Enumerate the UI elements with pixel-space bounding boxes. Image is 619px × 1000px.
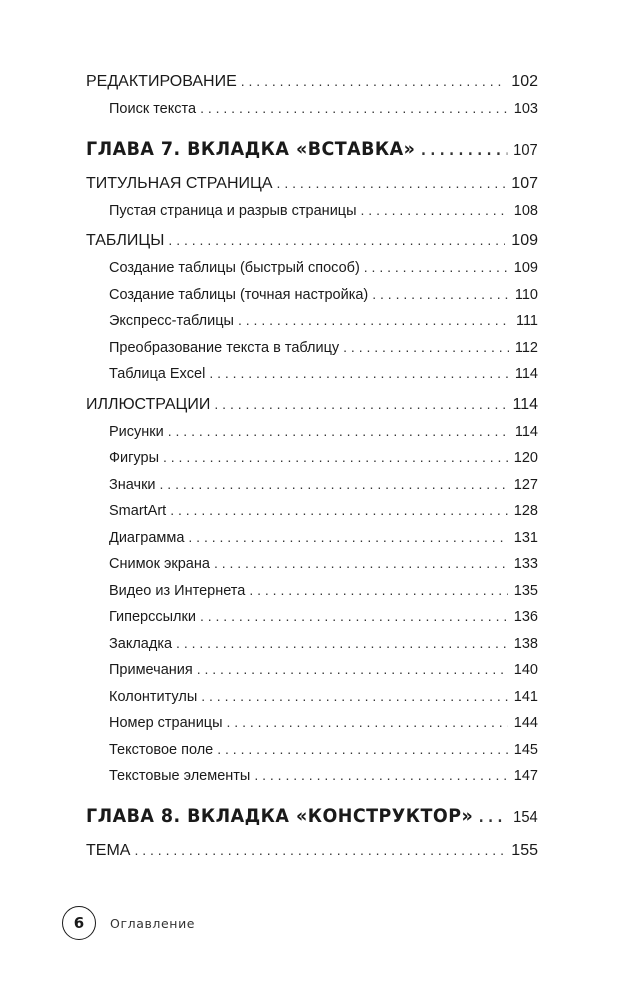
toc-subsection-entry (86, 307, 538, 334)
toc-entry-title: ТАБЛИЦЫ (86, 232, 165, 249)
toc-entry-title: Рисунки (109, 423, 164, 440)
dot-leader (214, 550, 508, 577)
toc-entry-page: 141 (513, 688, 538, 705)
toc-entry-title: Закладка (109, 635, 173, 652)
toc-entry-title: Создание таблицы (быстрый способ) (109, 260, 360, 276)
toc-entry-page: 107 (511, 174, 538, 192)
toc-entry-page: 155 (511, 841, 538, 859)
toc-subsection-entry (86, 95, 538, 122)
toc-entry-page: 154 (513, 808, 538, 826)
dot-leader (201, 683, 508, 710)
dot-leader (163, 444, 508, 471)
toc-entry-page: 108 (513, 202, 538, 219)
dot-leader (200, 603, 508, 630)
toc-subsection-entry (86, 736, 538, 763)
toc-section-entry (86, 837, 538, 864)
dot-leader (197, 656, 508, 683)
toc-subsection-entry (86, 281, 538, 308)
toc-entry-page: 133 (513, 556, 538, 572)
toc-section-entry (86, 68, 538, 95)
dot-leader (217, 736, 508, 763)
toc-entry-page: 103 (513, 101, 538, 117)
toc-entry-page: 102 (511, 73, 538, 90)
dot-leader (160, 471, 508, 498)
toc-entry-title: Значки (109, 476, 156, 493)
running-title: Оглавление (110, 915, 196, 931)
dot-leader (176, 630, 508, 657)
dot-leader (343, 334, 509, 361)
page-number-badge: 6 (62, 906, 96, 940)
toc-subsection-entry (86, 254, 538, 281)
toc-entry-page: 110 (514, 286, 538, 303)
toc-subsection-entry (86, 471, 538, 498)
dot-leader (168, 418, 509, 445)
dot-leader (364, 254, 508, 281)
dot-leader (361, 197, 508, 224)
toc-entry-title: Экспресс-таблицы (109, 313, 234, 329)
dot-leader (227, 709, 508, 736)
toc-entry-page: 138 (513, 635, 538, 652)
toc-subsection-entry (86, 630, 538, 657)
toc-entry-title: Примечания (109, 662, 193, 678)
dot-leader (254, 762, 507, 789)
toc-entry-title: ТЕМА (86, 841, 131, 859)
toc-section-entry (86, 391, 538, 418)
toc-entry-title: ГЛАВА 8. ВКЛАДКА «КОНСТРУКТОР» (86, 804, 474, 827)
dot-leader (277, 170, 506, 197)
toc-subsection-entry (86, 656, 538, 683)
dot-leader (188, 524, 507, 551)
toc-entry-page: 127 (513, 476, 538, 493)
dot-leader (200, 95, 508, 122)
toc-subsection-entry (86, 762, 538, 789)
toc-section-entry (86, 227, 538, 254)
toc-entry-page: 135 (513, 582, 538, 599)
toc-subsection-entry (86, 683, 538, 710)
toc-entry-title: Номер страницы (109, 715, 223, 731)
toc-entry-title: Создание таблицы (точная настройка) (109, 286, 369, 303)
toc-subsection-entry (86, 197, 538, 224)
dot-leader (372, 281, 509, 308)
toc-subsection-entry (86, 577, 538, 604)
toc-subsection-entry (86, 603, 538, 630)
toc-entry-title: Гиперссылки (109, 609, 196, 625)
toc-entry-title: РЕДАКТИРОВАНИЕ (86, 73, 237, 90)
toc-entry-title: Видео из Интернета (109, 582, 246, 599)
dot-leader (241, 68, 506, 95)
dot-leader (421, 134, 508, 168)
dot-leader (168, 227, 505, 254)
toc-entry-page: 128 (513, 503, 538, 519)
toc-entry-title: Преобразование текста в таблицу (109, 339, 340, 356)
toc-subsection-entry (86, 524, 538, 551)
toc-subsection-entry (86, 418, 538, 445)
toc-entry-title: Текстовые элементы (109, 768, 251, 784)
toc-chapter-entry (86, 132, 538, 166)
toc-subsection-entry (86, 550, 538, 577)
toc-entry-page: 145 (513, 741, 538, 758)
toc-entry-page: 109 (513, 260, 538, 276)
page-footer (62, 906, 195, 940)
toc-entry-page: 114 (512, 395, 538, 413)
table-of-contents (86, 64, 538, 864)
toc-entry-page: 120 (513, 450, 538, 466)
toc-entry-title: Пустая страница и разрыв страницы (109, 202, 357, 219)
toc-subsection-entry (86, 360, 538, 387)
toc-entry-page: 114 (514, 366, 538, 382)
toc-subsection-entry (86, 444, 538, 471)
toc-entry-title: ГЛАВА 7. ВКЛАДКА «ВСТАВКА» (86, 137, 416, 160)
toc-entry-page: 112 (514, 339, 538, 356)
dot-leader (209, 360, 509, 387)
toc-subsection-entry (86, 334, 538, 361)
toc-subsection-entry (86, 497, 538, 524)
toc-entry-page: 136 (513, 609, 538, 625)
dot-leader (249, 577, 507, 604)
toc-entry-title: Фигуры (109, 450, 159, 466)
toc-entry-title: Таблица Excel (109, 366, 206, 382)
toc-entry-title: ТИТУЛЬНАЯ СТРАНИЦА (86, 174, 273, 192)
dot-leader (134, 837, 505, 864)
toc-entry-page: 111 (515, 313, 538, 329)
toc-entry-page: 144 (513, 715, 538, 731)
toc-entry-page: 114 (514, 423, 538, 440)
toc-entry-page: 147 (513, 768, 538, 784)
toc-entry-title: SmartArt (109, 503, 167, 519)
toc-entry-title: Диаграмма (109, 529, 185, 546)
toc-entry-title: Текстовое поле (109, 741, 214, 758)
toc-entry-page: 131 (513, 529, 538, 546)
toc-entry-title: ИЛЛЮСТРАЦИИ (86, 395, 211, 413)
toc-entry-page: 107 (513, 141, 538, 159)
toc-section-entry (86, 170, 538, 197)
toc-chapter-entry (86, 799, 538, 833)
toc-entry-title: Снимок экрана (109, 556, 210, 572)
toc-entry-title: Поиск текста (109, 101, 197, 117)
dot-leader (170, 497, 508, 524)
dot-leader (238, 307, 510, 334)
toc-entry-page: 140 (513, 662, 538, 678)
toc-subsection-entry (86, 709, 538, 736)
toc-entry-page: 109 (511, 232, 538, 249)
toc-entry-title: Колонтитулы (109, 688, 198, 705)
dot-leader (214, 391, 506, 418)
dot-leader (479, 801, 508, 835)
